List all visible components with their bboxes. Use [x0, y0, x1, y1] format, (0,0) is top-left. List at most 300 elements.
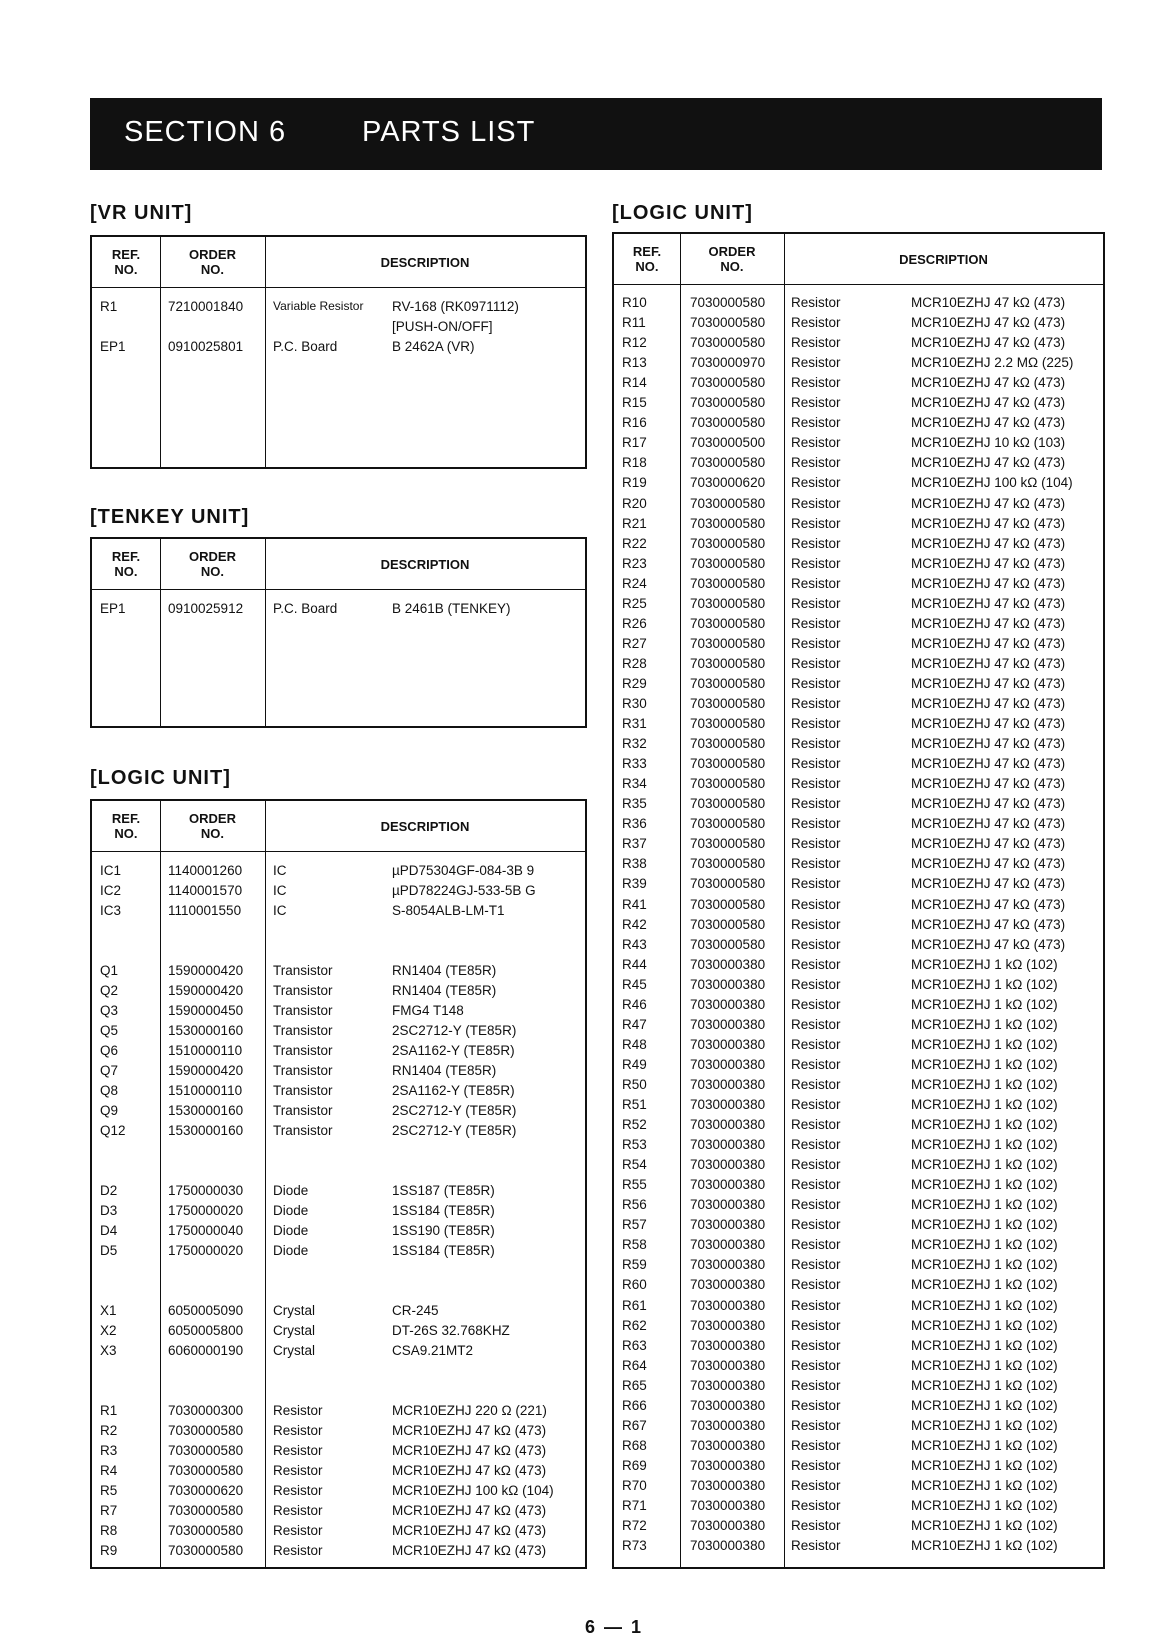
- cell-desc: Transistor: [273, 1123, 333, 1138]
- cell-order: 7030000380: [690, 1217, 766, 1233]
- table-row: [614, 1438, 1103, 1458]
- cell-desc: Resistor: [791, 1337, 841, 1353]
- cell-ref: R8: [100, 1523, 118, 1538]
- table-row: [92, 923, 585, 943]
- cell-part: MCR10EZHJ 1 kΩ (102): [911, 1437, 1058, 1453]
- cell-desc: Resistor: [791, 1137, 841, 1153]
- cell-part: MCR10EZHJ 1 kΩ (102): [911, 976, 1058, 992]
- header-order-no: [160, 237, 265, 287]
- table-header: [92, 237, 585, 288]
- logic-unit-table-right: [612, 232, 1105, 1569]
- cell-part: 2SC2712-Y (TE85R): [392, 1023, 517, 1038]
- table-row: [614, 1237, 1103, 1257]
- cell-order: 7030000580: [690, 575, 766, 591]
- cell-desc: Resistor: [791, 1477, 841, 1493]
- cell-order: 7030000380: [690, 1297, 766, 1313]
- cell-part: MCR10EZHJ 1 kΩ (102): [911, 1157, 1058, 1173]
- cell-part: µPD78224GJ-533-5B G: [392, 883, 536, 898]
- cell-part: MCR10EZHJ 1 kΩ (102): [911, 1337, 1058, 1353]
- cell-part: MCR10EZHJ 1 kΩ (102): [911, 1457, 1058, 1473]
- cell-ref: R60: [622, 1277, 647, 1293]
- table-row: [92, 1183, 585, 1203]
- table-row: [614, 475, 1103, 495]
- cell-order: 7030000380: [690, 1016, 766, 1032]
- cell-desc: Resistor: [791, 1277, 841, 1293]
- cell-part: MCR10EZHJ 47 kΩ (473): [911, 495, 1066, 511]
- cell-part: MCR10EZHJ 100 kΩ (104): [392, 1483, 554, 1498]
- cell-order: 7030000380: [690, 1237, 766, 1253]
- logic-unit-title-right: [LOGIC UNIT]: [612, 202, 753, 224]
- cell-ref: R65: [622, 1377, 647, 1393]
- cell-part: MCR10EZHJ 47 kΩ (473): [911, 896, 1066, 912]
- table-row: [92, 601, 585, 621]
- cell-ref: R48: [622, 1036, 647, 1052]
- cell-part: MCR10EZHJ 1 kΩ (102): [911, 1477, 1058, 1493]
- cell-ref: R25: [622, 595, 647, 611]
- cell-order: 7030000380: [690, 1457, 766, 1473]
- cell-ref: Q8: [100, 1083, 119, 1098]
- cell-desc: Diode: [273, 1203, 309, 1218]
- cell-part: FMG4 T148: [392, 1003, 464, 1018]
- cell-ref: R15: [622, 395, 647, 411]
- cell-ref: R56: [622, 1197, 647, 1213]
- cell-part: RN1404 (TE85R): [392, 1063, 497, 1078]
- section-banner: [90, 98, 1102, 170]
- cell-desc: Resistor: [791, 836, 841, 852]
- cell-part: MCR10EZHJ 1 kΩ (102): [911, 1117, 1058, 1133]
- cell-ref: D5: [100, 1243, 118, 1258]
- table-row: [614, 1318, 1103, 1338]
- cell-ref: R70: [622, 1477, 647, 1493]
- table-row: [92, 1543, 585, 1563]
- table-row: [614, 856, 1103, 876]
- cell-desc: Resistor: [273, 1443, 323, 1458]
- cell-order: 7030000580: [690, 836, 766, 852]
- cell-part: MCR10EZHJ 47 kΩ (473): [392, 1543, 547, 1558]
- header-order-no-line: NO.: [720, 259, 744, 274]
- table-row: [614, 335, 1103, 355]
- cell-ref: R54: [622, 1157, 647, 1173]
- table-row: [92, 1223, 585, 1243]
- table-row: [614, 1498, 1103, 1518]
- cell-order: 7030000580: [690, 375, 766, 391]
- cell-ref: R21: [622, 515, 647, 531]
- cell-order: 7030000380: [690, 956, 766, 972]
- cell-order: 7030000580: [690, 856, 766, 872]
- table-row: [614, 455, 1103, 475]
- cell-order: 1590000450: [168, 1003, 244, 1018]
- cell-ref: Q2: [100, 983, 119, 998]
- table-body: [92, 589, 585, 726]
- cell-ref: R31: [622, 716, 647, 732]
- cell-desc: Resistor: [791, 1097, 841, 1112]
- cell-ref: R26: [622, 615, 647, 631]
- cell-part: 2SA1162-Y (TE85R): [392, 1043, 515, 1058]
- table-row: [614, 656, 1103, 676]
- cell-desc: Resistor: [791, 1197, 841, 1213]
- cell-desc: Resistor: [791, 295, 841, 310]
- cell-desc: IC: [273, 903, 287, 918]
- cell-ref: R13: [622, 355, 647, 371]
- cell-order: 7030000380: [690, 1538, 766, 1554]
- table-row: [92, 1523, 585, 1543]
- table-row: [92, 1063, 585, 1083]
- cell-part: MCR10EZHJ 47 kΩ (473): [911, 515, 1066, 531]
- cell-order: 7030000380: [690, 1197, 766, 1213]
- header-description-text: DESCRIPTION: [899, 251, 988, 267]
- header-ref-no-line: NO.: [114, 564, 138, 579]
- cell-part: MCR10EZHJ 47 kΩ (473): [911, 716, 1066, 732]
- cell-part: MCR10EZHJ 1 kΩ (102): [911, 1397, 1058, 1413]
- cell-desc: Resistor: [791, 395, 841, 411]
- cell-ref: R39: [622, 876, 647, 892]
- header-ref-no: [92, 237, 160, 287]
- cell-order: 1510000110: [168, 1043, 243, 1058]
- table-row: [614, 496, 1103, 516]
- cell-part: 1SS184 (TE85R): [392, 1203, 495, 1218]
- table-row: [92, 339, 585, 359]
- table-row: [614, 1137, 1103, 1157]
- cell-order: 1510000110: [168, 1083, 243, 1098]
- cell-part: MCR10EZHJ 220 Ω (221): [392, 1403, 547, 1418]
- cell-desc: Transistor: [273, 1083, 333, 1098]
- cell-part: RV-168 (RK0971112): [392, 299, 519, 314]
- table-row: [614, 997, 1103, 1017]
- cell-ref: X3: [100, 1343, 117, 1358]
- table-row: [614, 355, 1103, 375]
- cell-order: 1110001550: [168, 903, 242, 918]
- cell-part: [PUSH-ON/OFF]: [392, 319, 493, 334]
- cell-part: MCR10EZHJ 1 kΩ (102): [911, 1016, 1058, 1032]
- table-row: [614, 1277, 1103, 1297]
- cell-part: B 2461B (TENKEY): [392, 601, 511, 616]
- table-row: [614, 616, 1103, 636]
- cell-desc: Resistor: [791, 515, 841, 531]
- cell-part: MCR10EZHJ 1 kΩ (102): [911, 1237, 1058, 1253]
- cell-order: 7030000380: [690, 1137, 766, 1153]
- cell-desc: Diode: [273, 1243, 309, 1258]
- table-row: [614, 796, 1103, 816]
- cell-ref: R12: [622, 335, 647, 351]
- cell-order: 7030000380: [690, 1317, 766, 1333]
- table-header: [92, 801, 585, 852]
- cell-desc: Resistor: [273, 1503, 323, 1518]
- table-row: [614, 696, 1103, 716]
- table-row: [614, 556, 1103, 576]
- cell-part: MCR10EZHJ 1 kΩ (102): [911, 1377, 1058, 1393]
- table-row: [92, 319, 585, 339]
- cell-desc: Resistor: [791, 716, 841, 732]
- cell-desc: Resistor: [791, 996, 841, 1012]
- cell-desc: Transistor: [273, 1023, 333, 1038]
- cell-desc: Resistor: [791, 1217, 841, 1233]
- cell-order: 7030000580: [168, 1443, 244, 1458]
- cell-desc: Resistor: [791, 375, 841, 391]
- table-row: [614, 516, 1103, 536]
- cell-order: 1140001260: [168, 863, 243, 878]
- cell-ref: Q6: [100, 1043, 119, 1058]
- table-row: [92, 1463, 585, 1483]
- cell-desc: Resistor: [791, 335, 841, 351]
- cell-order: 7030000580: [168, 1463, 244, 1478]
- cell-ref: R29: [622, 675, 647, 691]
- cell-part: MCR10EZHJ 47 kΩ (473): [911, 756, 1066, 772]
- cell-ref: R23: [622, 555, 647, 571]
- cell-desc: Resistor: [791, 1257, 841, 1273]
- cell-part: 1SS187 (TE85R): [392, 1183, 495, 1198]
- cell-ref: R24: [622, 575, 647, 591]
- header-ref-no-line: NO.: [635, 259, 659, 274]
- cell-order: 7030000580: [690, 736, 766, 752]
- cell-order: 7030000620: [690, 475, 766, 491]
- table-row: [614, 1478, 1103, 1498]
- table-row: [614, 977, 1103, 997]
- table-row: [92, 1143, 585, 1163]
- table-row: [614, 1157, 1103, 1177]
- cell-order: 7030000380: [690, 1056, 766, 1072]
- cell-ref: R67: [622, 1417, 647, 1433]
- cell-ref: R58: [622, 1237, 647, 1253]
- cell-order: 7030000380: [690, 1337, 766, 1353]
- cell-order: 7030000380: [690, 1357, 766, 1373]
- cell-desc: Resistor: [791, 936, 841, 952]
- cell-ref: R49: [622, 1056, 647, 1072]
- cell-part: MCR10EZHJ 47 kΩ (473): [911, 736, 1066, 752]
- table-body: [92, 851, 585, 1567]
- cell-order: 7030000580: [690, 315, 766, 331]
- vr-unit-title: [VR UNIT]: [90, 202, 193, 224]
- cell-order: 7030000580: [690, 796, 766, 812]
- cell-ref: R5: [100, 1483, 118, 1498]
- cell-part: MCR10EZHJ 1 kΩ (102): [911, 1297, 1058, 1313]
- cell-order: 7030000380: [690, 1157, 766, 1173]
- cell-order: 7030000380: [690, 1277, 766, 1293]
- cell-desc: Resistor: [791, 1437, 841, 1453]
- cell-ref: R68: [622, 1437, 647, 1453]
- cell-desc: Resistor: [791, 1117, 841, 1133]
- cell-desc: Resistor: [791, 1177, 841, 1193]
- table-row: [614, 1338, 1103, 1358]
- cell-desc: Resistor: [791, 1237, 841, 1253]
- table-row: [614, 897, 1103, 917]
- cell-desc: Resistor: [791, 1157, 841, 1173]
- cell-desc: Resistor: [791, 796, 841, 812]
- cell-part: MCR10EZHJ 1 kΩ (102): [911, 1277, 1058, 1293]
- cell-order: 7030000380: [690, 1257, 766, 1273]
- cell-part: MCR10EZHJ 47 kΩ (473): [911, 856, 1066, 872]
- cell-desc: Resistor: [791, 1297, 841, 1313]
- cell-part: MCR10EZHJ 1 kΩ (102): [911, 1538, 1058, 1554]
- cell-order: 7030000380: [690, 1097, 766, 1112]
- cell-part: MCR10EZHJ 47 kΩ (473): [911, 816, 1066, 832]
- header-description: [784, 234, 1103, 284]
- cell-desc: Transistor: [273, 1103, 333, 1118]
- cell-part: MCR10EZHJ 1 kΩ (102): [911, 1357, 1058, 1373]
- cell-ref: Q12: [100, 1123, 126, 1138]
- cell-desc: P.C. Board: [273, 601, 338, 616]
- cell-desc: Resistor: [791, 1498, 841, 1513]
- cell-desc: Resistor: [791, 876, 841, 892]
- cell-desc: Resistor: [273, 1423, 323, 1438]
- cell-order: 7030000580: [690, 675, 766, 691]
- cell-ref: R1: [100, 1403, 118, 1418]
- cell-part: MCR10EZHJ 47 kΩ (473): [911, 615, 1066, 631]
- cell-ref: Q7: [100, 1063, 119, 1078]
- cell-ref: R35: [622, 796, 647, 812]
- header-order-no: [680, 234, 784, 284]
- cell-ref: R18: [622, 455, 647, 471]
- cell-part: MCR10EZHJ 1 kΩ (102): [911, 1056, 1058, 1072]
- cell-desc: P.C. Board: [273, 339, 338, 354]
- cell-ref: R69: [622, 1457, 647, 1473]
- cell-desc: Resistor: [791, 1016, 841, 1032]
- cell-order: 7030000580: [690, 615, 766, 631]
- cell-part: MCR10EZHJ 47 kΩ (473): [911, 936, 1066, 952]
- header-description: [265, 801, 585, 851]
- cell-order: 7030000580: [690, 295, 766, 310]
- header-order-no-line: NO.: [200, 826, 225, 841]
- cell-desc: Resistor: [791, 896, 841, 912]
- cell-ref: Q3: [100, 1003, 119, 1018]
- cell-part: MCR10EZHJ 47 kΩ (473): [911, 555, 1066, 571]
- cell-ref: R61: [622, 1297, 647, 1313]
- cell-desc: Resistor: [791, 1317, 841, 1333]
- table-row: [614, 1037, 1103, 1057]
- table-row: [614, 1358, 1103, 1378]
- cell-ref: R32: [622, 736, 647, 752]
- cell-desc: Resistor: [791, 475, 841, 491]
- cell-order: 7030000580: [690, 535, 766, 551]
- cell-order: 7030000580: [690, 455, 766, 471]
- cell-ref: R62: [622, 1317, 647, 1333]
- cell-part: MCR10EZHJ 47 kΩ (473): [911, 675, 1066, 691]
- cell-order: 7030000580: [690, 776, 766, 792]
- cell-part: MCR10EZHJ 47 kΩ (473): [911, 916, 1066, 932]
- table-row: [92, 1283, 585, 1303]
- cell-desc: Resistor: [791, 976, 841, 992]
- cell-ref: R71: [622, 1498, 647, 1513]
- table-row: [92, 1423, 585, 1443]
- cell-desc: Resistor: [791, 736, 841, 752]
- table-row: [92, 1003, 585, 1023]
- cell-desc: Resistor: [791, 776, 841, 792]
- cell-desc: Resistor: [273, 1543, 323, 1558]
- header-ref-no-line: REF.: [111, 811, 141, 826]
- header-order-no-line: ORDER: [189, 247, 236, 262]
- cell-desc: Resistor: [791, 956, 841, 972]
- section-number: SECTION 6: [124, 116, 287, 148]
- cell-desc: Resistor: [791, 655, 841, 671]
- cell-order: 7030000380: [690, 1437, 766, 1453]
- cell-desc: IC: [273, 863, 287, 878]
- cell-ref: R66: [622, 1397, 647, 1413]
- cell-part: MCR10EZHJ 47 kΩ (473): [911, 335, 1066, 351]
- table-row: [614, 1017, 1103, 1037]
- cell-desc: Resistor: [791, 1518, 841, 1534]
- cell-ref: D2: [100, 1183, 118, 1198]
- cell-ref: IC3: [100, 903, 122, 918]
- table-row: [92, 1043, 585, 1063]
- cell-part: MCR10EZHJ 47 kΩ (473): [911, 876, 1066, 892]
- cell-order: 7030000970: [690, 355, 766, 371]
- cell-part: CR-245: [392, 1303, 439, 1318]
- table-row: [614, 876, 1103, 896]
- cell-part: MCR10EZHJ 47 kΩ (473): [911, 776, 1066, 792]
- cell-desc: Resistor: [791, 635, 841, 651]
- cell-part: MCR10EZHJ 47 kΩ (473): [911, 315, 1066, 331]
- cell-ref: R64: [622, 1357, 647, 1373]
- cell-ref: X1: [100, 1303, 117, 1318]
- cell-part: RN1404 (TE85R): [392, 963, 497, 978]
- table-row: [614, 576, 1103, 596]
- table-row: [92, 1263, 585, 1283]
- cell-part: 2SC2712-Y (TE85R): [392, 1123, 517, 1138]
- cell-order: 7030000380: [690, 996, 766, 1012]
- cell-part: MCR10EZHJ 2.2 MΩ (225): [911, 355, 1074, 371]
- cell-desc: Resistor: [791, 916, 841, 932]
- cell-part: MCR10EZHJ 47 kΩ (473): [392, 1463, 547, 1478]
- header-description-text: DESCRIPTION: [380, 254, 470, 270]
- cell-desc: Transistor: [273, 1003, 333, 1018]
- cell-order: 1530000160: [168, 1103, 244, 1118]
- header-ref-no-line: REF.: [111, 247, 141, 262]
- cell-ref: Q5: [100, 1023, 119, 1038]
- cell-desc: Resistor: [791, 615, 841, 631]
- table-row: [92, 1483, 585, 1503]
- cell-desc: Resistor: [791, 696, 841, 711]
- cell-desc: Resistor: [791, 675, 841, 691]
- cell-order: 7030000580: [690, 595, 766, 611]
- cell-part: MCR10EZHJ 1 kΩ (102): [911, 1498, 1058, 1513]
- cell-desc: Resistor: [791, 1377, 841, 1393]
- cell-desc: Transistor: [273, 1063, 333, 1078]
- cell-desc: Resistor: [791, 315, 841, 331]
- cell-desc: Transistor: [273, 1043, 333, 1058]
- cell-part: B 2462A (VR): [392, 339, 475, 354]
- header-ref-no-line: REF.: [111, 549, 141, 564]
- header-description-text: DESCRIPTION: [380, 818, 470, 834]
- header-ref-no: [92, 539, 160, 589]
- cell-desc: Resistor: [273, 1403, 323, 1418]
- cell-part: MCR10EZHJ 47 kΩ (473): [911, 595, 1066, 611]
- cell-desc: Resistor: [791, 1538, 841, 1554]
- cell-desc: Crystal: [273, 1303, 316, 1318]
- cell-part: MCR10EZHJ 1 kΩ (102): [911, 1217, 1058, 1233]
- cell-ref: IC1: [100, 863, 122, 878]
- table-row: [614, 1458, 1103, 1478]
- table-row: [614, 596, 1103, 616]
- cell-desc: Transistor: [273, 963, 333, 978]
- cell-ref: R11: [622, 315, 646, 331]
- table-row: [614, 676, 1103, 696]
- table-row: [614, 716, 1103, 736]
- cell-ref: R52: [622, 1117, 647, 1133]
- cell-ref: IC2: [100, 883, 122, 898]
- cell-order: 1750000020: [168, 1203, 244, 1218]
- table-row: [614, 1197, 1103, 1217]
- tenkey-unit-title: [TENKEY UNIT]: [90, 506, 250, 528]
- header-ref-no: [92, 801, 160, 851]
- cell-part: MCR10EZHJ 47 kΩ (473): [911, 415, 1066, 431]
- cell-order: 1590000420: [168, 963, 244, 978]
- header-description-text: DESCRIPTION: [380, 556, 470, 572]
- cell-order: 7030000500: [690, 435, 766, 451]
- cell-ref: EP1: [100, 601, 126, 616]
- cell-ref: R17: [622, 435, 647, 451]
- cell-order: 1530000160: [168, 1123, 244, 1138]
- cell-ref: R30: [622, 696, 647, 711]
- cell-part: MCR10EZHJ 47 kΩ (473): [911, 455, 1066, 471]
